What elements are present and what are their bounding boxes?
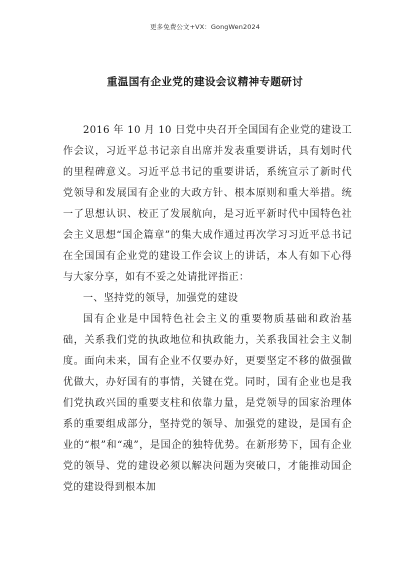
section-heading: 一、坚持党的领导，加强党的建设 (83, 293, 239, 304)
header-note: 更多免费公文+VX：GongWen2024 (150, 23, 260, 31)
body-paragraph: 国有企业是中国特色社会主义的重要物质基础和政治基础，关系我们党的执政地位和执政能力，关系我国社会主义制度。面向未来，国有企业不仅要办好，更要坚定不移的做强做优做大，办好国有的事情，关键在党。同时，国有企业也是我们党执政兴国的重要支柱和依靠力量，是党领导的国家治理体系的重要组成部分，坚持党的领导、加强党的建设，是国有企业的“根”和“魂”，是国企的独特优势。在新形势下，国有企业党的领导、党的建设必须以解决问题为突破口，才能推动国企党的建设得到根本加 (63, 314, 352, 493)
document-body (63, 120, 352, 498)
document-title: 重温国有企业党的建设会议精神专题研讨 (106, 76, 304, 88)
intro-paragraph: 2016 年 10 月 10 日党中央召开全国国有企业党的建设工作会议，习近平总书记亲自出席并发表重要讲话，具有划时代的里程碑意义。习近平总书记的重要讲话，系统宣示了新时代党领导和发展国有企业的大政方针、根本原则和重大举措。统一了思想认识、校正了发展航向，是习近平新时代中国特色社会主义思想“国企篇章”的集大成作通过再次学习习近平总书记在全国国有企业党的建设工作会议上的讲话，本人有如下心得与大家分享，如有不妥之处请批评指正： (63, 125, 352, 283)
